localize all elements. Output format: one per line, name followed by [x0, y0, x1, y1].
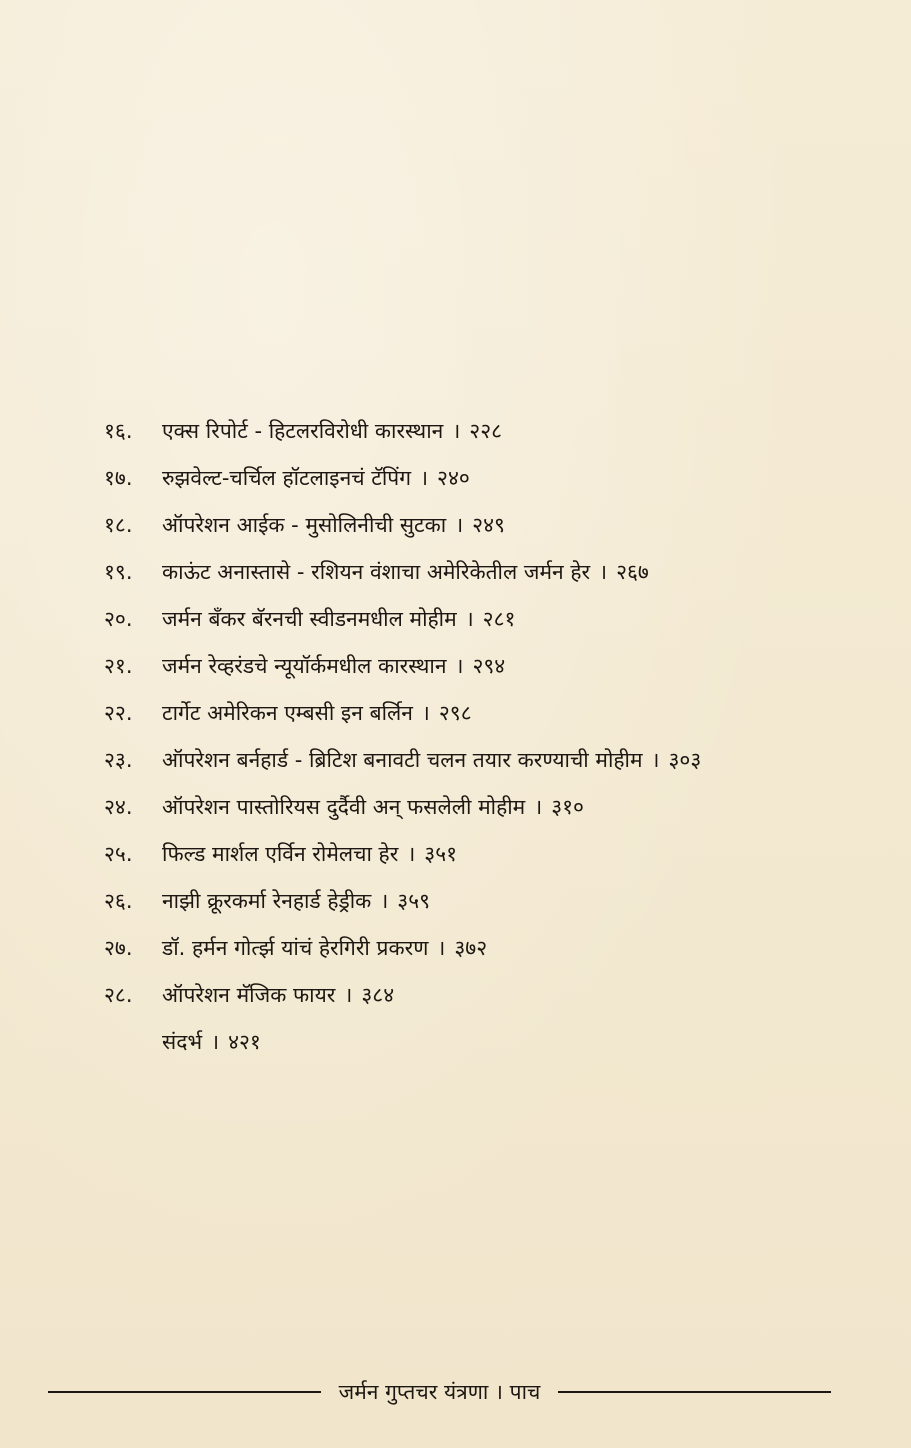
toc-entry-title: नाझी क्रूरकर्मा रेनहार्ड हेड्रीक — [162, 889, 372, 913]
toc-entry-title: रुझवेल्ट-चर्चिल हॉटलाइनचं टॅपिंग — [162, 466, 412, 490]
toc-entry — [104, 831, 884, 878]
footer-rule-left — [48, 1391, 321, 1393]
toc-entry — [104, 972, 884, 1019]
toc-entry-title: जर्मन बँकर बॅरनची स्वीडनमधील मोहीम — [162, 607, 457, 631]
toc-entry-number: २७. — [104, 936, 133, 960]
toc-entry-page: २९४ — [472, 654, 506, 678]
toc-entry-title: डॉ. हर्मन गोर्त्झ यांचं हेरगिरी प्रकरण — [162, 936, 429, 960]
toc-entry-number: २६. — [104, 889, 133, 913]
toc-entry-separator: । — [651, 748, 660, 772]
toc-entry-page: ३७२ — [454, 936, 488, 960]
toc-entry-number: १७. — [104, 466, 133, 490]
toc-entry-separator: । — [211, 1030, 220, 1054]
toc-entry — [104, 690, 884, 737]
toc-entry-title: टार्गेट अमेरिकन एम्बसी इन बर्लिन — [162, 701, 413, 725]
toc-entry-number: २०. — [104, 607, 133, 631]
toc-entry — [104, 549, 884, 596]
toc-entry — [104, 502, 884, 549]
toc-entry-separator: । — [455, 513, 464, 537]
toc-entry — [104, 596, 884, 643]
toc-entry-title: संदर्भ — [162, 1030, 203, 1054]
toc-entry-title: ऑपरेशन बर्नहार्ड - ब्रिटिश बनावटी चलन तयार करण्याची मोहीम — [162, 748, 643, 772]
toc-entry-title: ऑपरेशन पास्तोरियस दुर्दैवी अन् फसलेली मोहीम — [162, 795, 526, 819]
toc-entry-references — [104, 1019, 884, 1066]
toc-entry-number: २४. — [104, 795, 133, 819]
toc-entry-separator: । — [599, 560, 608, 584]
toc-entry-number: १६. — [104, 419, 133, 443]
footer-rule-right — [558, 1391, 831, 1393]
toc-entry-separator: । — [421, 701, 430, 725]
toc-entry-page: २६७ — [616, 560, 649, 584]
toc-entry-number: १९. — [104, 560, 133, 584]
toc-entry-title: एक्स रिपोर्ट - हिटलरविरोधी कारस्थान — [162, 419, 444, 443]
toc-entry-number: २२. — [104, 701, 133, 725]
toc-entry-number: २८. — [104, 983, 133, 1007]
toc-entry-page: ३८४ — [361, 983, 395, 1007]
toc-entry-title: फिल्ड मार्शल एर्विन रोमेलचा हेर — [162, 842, 399, 866]
running-footer: जर्मन गुप्तचर यंत्रणा । पाच — [338, 1380, 541, 1404]
toc-entry-page: २२८ — [469, 419, 503, 443]
toc-entry-separator: । — [380, 889, 389, 913]
toc-entry-number: २१. — [104, 654, 133, 678]
page-footer — [48, 1372, 831, 1412]
toc-entry-separator: । — [465, 607, 474, 631]
toc-entry-page: ३५९ — [397, 889, 431, 913]
toc-entry-separator: । — [407, 842, 416, 866]
toc-entry-page: २४० — [437, 466, 470, 490]
toc-entry — [104, 784, 884, 831]
toc-entry-page: २४९ — [472, 513, 505, 537]
toc-entry-page: ४२१ — [228, 1030, 261, 1054]
toc-entry-separator: । — [344, 983, 353, 1007]
toc-entry-page: २९८ — [438, 701, 472, 725]
toc-entry-page: २८१ — [482, 607, 516, 631]
toc-entry-separator: । — [534, 795, 543, 819]
toc-entry — [104, 925, 884, 972]
toc-entry-title: काऊंट अनास्तासे - रशियन वंशाचा अमेरिकेतील जर्मन हेर — [162, 560, 591, 584]
toc-entry-page: ३५१ — [424, 842, 458, 866]
toc-entry-page: ३१० — [551, 795, 584, 819]
toc-entry-title: ऑपरेशन मॅजिक फायर — [162, 983, 336, 1007]
toc-entry-title: जर्मन रेव्हरंडचे न्यूयॉर्कमधील कारस्थान — [162, 654, 447, 678]
table-of-contents — [104, 408, 884, 1066]
toc-entry — [104, 878, 884, 925]
toc-entry-number: १८. — [104, 513, 133, 537]
toc-entry — [104, 408, 884, 455]
toc-entry-number: २३. — [104, 748, 133, 772]
toc-entry-separator: । — [455, 654, 464, 678]
toc-entry-page: ३०३ — [668, 748, 702, 772]
toc-entry — [104, 455, 884, 502]
toc-entry-title: ऑपरेशन आईक - मुसोलिनीची सुटका — [162, 513, 447, 537]
toc-entry-separator: । — [437, 936, 446, 960]
toc-entry-number: २५. — [104, 842, 133, 866]
toc-entry-separator: । — [420, 466, 429, 490]
toc-entry-separator: । — [452, 419, 461, 443]
toc-entry — [104, 737, 884, 784]
toc-entry — [104, 643, 884, 690]
